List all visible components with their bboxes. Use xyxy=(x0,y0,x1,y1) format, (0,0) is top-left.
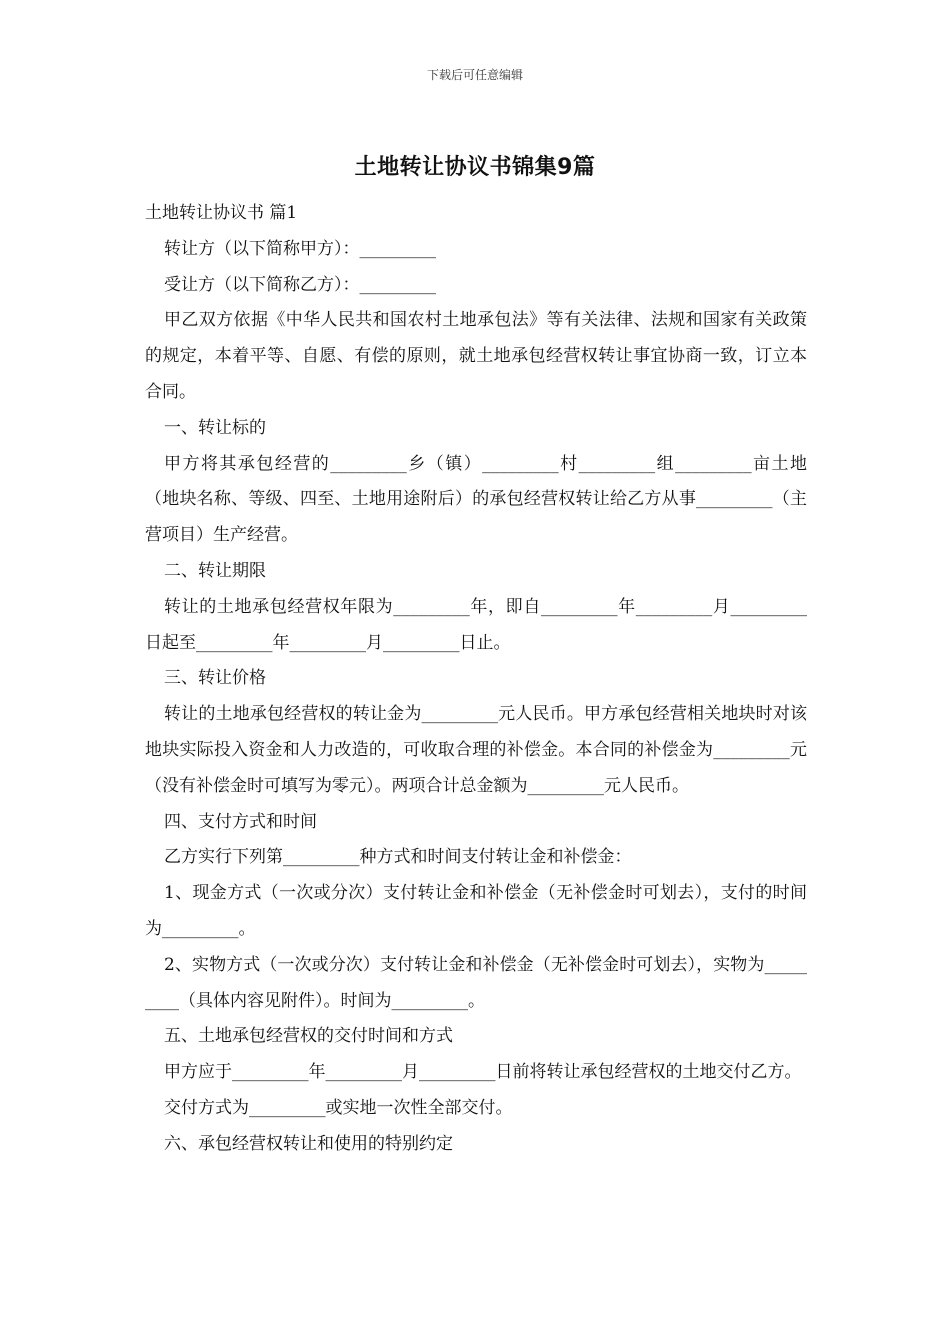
paragraph-delivery-method: 交付方式为_________或实地一次性全部交付。 xyxy=(164,1097,513,1118)
paragraph-preamble: 甲乙双方依据《中华人民共和国农村土地承包法》等有关法律、法规和国家有关政策的规定，本着平等、自愿、有偿的原则，就土地承包经营权转让事宜协商一致，订立本合同。 xyxy=(145,310,807,402)
heading-transfer-term: 二、转让期限 xyxy=(164,560,266,581)
heading-transfer-price: 三、转让价格 xyxy=(164,668,266,689)
heading-delivery: 五、土地承包经营权的交付时间和方式 xyxy=(164,1026,453,1047)
paragraph-transfer-price: 转让的土地承包经营权的转让金为_________元人民币。甲方承包经营相关地块时对该地块实际投入资金和人力改造的，可收取合理的补偿金。本合同的补偿金为_________元（没有补偿金时可填写为零元）。两项合计总金额为_________元人民币。 xyxy=(145,704,807,796)
paragraph-delivery-date: 甲方应于_________年_________月_________日前将转让承包经营权的土地交付乙方。 xyxy=(164,1062,802,1083)
paragraph-payment-cash: 1、现金方式（一次或分次）支付转让金和补偿金（无补偿金时可划去），支付的时间为_________。 xyxy=(145,883,807,939)
document-body xyxy=(145,196,807,1163)
paragraph-payment-choice: 乙方实行下列第_________种方式和时间支付转让金和补偿金： xyxy=(164,847,632,868)
paragraph-section-heading: 土地转让协议书 篇1 xyxy=(145,203,298,223)
paragraph-transferee: 受让方（以下简称乙方）：_________ xyxy=(164,274,436,295)
paragraph-transfer-term: 转让的土地承包经营权年限为_________年，即自_________年_________月_________日起至_________年_________月_________日止。 xyxy=(145,596,807,653)
paragraph-payment-in-kind: 2、实物方式（一次或分次）支付转让金和补偿金（无补偿金时可划去），实物为_________（具体内容见附件）。时间为_________。 xyxy=(145,954,807,1011)
paragraph-transfer-subject: 甲方将其承包经营的_________乡（镇）_________村_________组_________亩土地（地块名称、等级、四至、土地用途附后）的承包经营权转让给乙方从事_________（主营项目）生产经营。 xyxy=(145,453,807,546)
heading-special-terms: 六、承包经营权转让和使用的特别约定 xyxy=(164,1133,453,1154)
header-note: 下载后可任意编辑 xyxy=(426,68,523,82)
paragraph-transferor: 转让方（以下简称甲方）：_________ xyxy=(164,238,436,259)
heading-transfer-subject: 一、转让标的 xyxy=(164,417,266,438)
document-title: 土地转让协议书锦集9篇 xyxy=(354,155,596,180)
heading-payment: 四、支付方式和时间 xyxy=(164,811,317,832)
